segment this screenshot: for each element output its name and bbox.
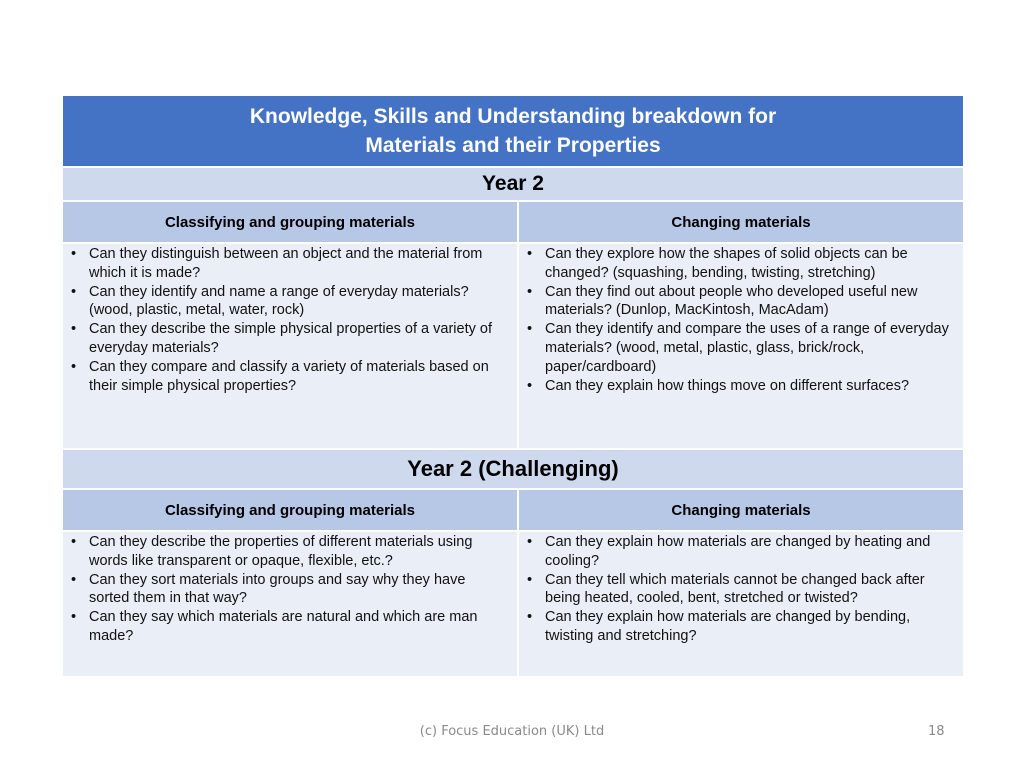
year-2-challenging-changing-list bbox=[519, 532, 963, 646]
title-line-1: Knowledge, Skills and Understanding breakdown for bbox=[249, 105, 777, 128]
list-item: • Can they identify and compare the uses of a range of everyday materials? (wood, metal, plastic, glass, brick/rock, paper/cardboard) bbox=[545, 320, 955, 376]
year-2-changing-header: Changing materials bbox=[518, 201, 964, 243]
list-item: • Can they say which materials are natural and which are man made? bbox=[89, 608, 509, 646]
table-title bbox=[62, 95, 964, 167]
title-line-2: Materials and their Properties bbox=[365, 134, 661, 157]
year-2-challenging-heading: Year 2 (Challenging) bbox=[62, 449, 964, 489]
year-2-classifying-list bbox=[63, 244, 517, 395]
year-2-changing-cell bbox=[518, 243, 964, 449]
page-number: 18 bbox=[928, 724, 945, 739]
list-item: • Can they explain how materials are changed by bending, twisting and stretching? bbox=[545, 608, 955, 646]
list-item: • Can they identify and name a range of everyday materials? (wood, plastic, metal, water, rock) bbox=[89, 283, 509, 321]
list-item: • Can they tell which materials cannot be changed back after being heated, cooled, bent, stretched or twisted? bbox=[545, 571, 955, 609]
knowledge-skills-table bbox=[61, 94, 965, 678]
list-item: • Can they describe the simple physical properties of a variety of everyday materials? bbox=[89, 320, 509, 358]
year-2-classifying-header: Classifying and grouping materials bbox=[62, 201, 518, 243]
footer-copyright: (c) Focus Education (UK) Ltd bbox=[419, 724, 605, 739]
year-2-challenging-classifying-list bbox=[63, 532, 517, 646]
list-item: • Can they distinguish between an object and the material from which it is made? bbox=[89, 245, 509, 283]
year-2-challenging-changing-cell bbox=[518, 531, 964, 677]
year-2-heading: Year 2 bbox=[62, 167, 964, 201]
year-2-challenging-classifying-cell bbox=[62, 531, 518, 677]
year-2-classifying-cell bbox=[62, 243, 518, 449]
list-item: • Can they sort materials into groups and say why they have sorted them in that way? bbox=[89, 571, 509, 609]
list-item: • Can they describe the properties of different materials using words like transparent or opaque, flexible, etc.? bbox=[89, 533, 509, 571]
year-2-changing-list bbox=[519, 244, 963, 395]
list-item: • Can they explore how the shapes of solid objects can be changed? (squashing, bending, twisting, stretching) bbox=[545, 245, 955, 283]
list-item: • Can they explain how things move on different surfaces? bbox=[545, 377, 955, 396]
list-item: • Can they explain how materials are changed by heating and cooling? bbox=[545, 533, 955, 571]
list-item: • Can they compare and classify a variety of materials based on their simple physical properties? bbox=[89, 358, 509, 396]
year-2-challenging-changing-header: Changing materials bbox=[518, 489, 964, 531]
list-item: • Can they find out about people who developed useful new materials? (Dunlop, MacKintosh, MacAdam) bbox=[545, 283, 955, 321]
year-2-challenging-classifying-header: Classifying and grouping materials bbox=[62, 489, 518, 531]
